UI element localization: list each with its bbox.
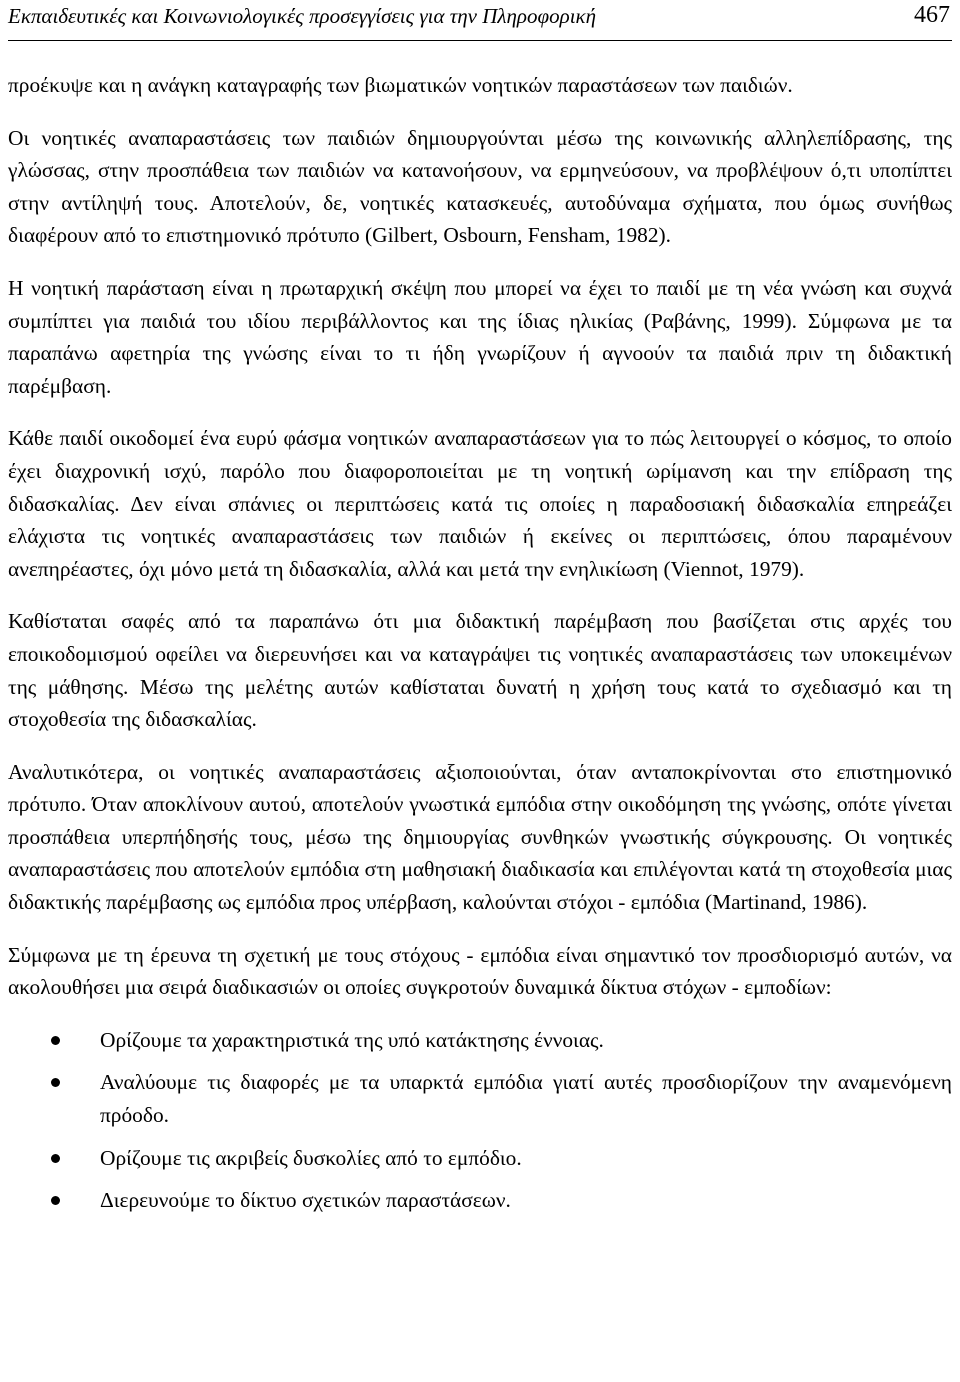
bullet-icon: [51, 1078, 60, 1087]
bullet-icon: [51, 1154, 60, 1163]
list-item-text: Ορίζουμε τα χαρακτηριστικά της υπό κατάκτησης έννοιας.: [100, 1027, 604, 1052]
bullet-icon: [51, 1036, 60, 1045]
list-item-text: Αναλύουμε τις διαφορές με τα υπαρκτά εμπόδια γιατί αυτές προσδιορίζουν την αναμενόμενη πρόοδο.: [100, 1070, 952, 1128]
document-page: [8, 0, 952, 1227]
paragraph: Κάθε παιδί οικοδομεί ένα ευρύ φάσμα νοητικών αναπαραστάσεων για το πώς λειτουργεί ο κόσμος, το οποίο έχει διαχρονική ισχύ, παρόλο που διαφοροποιείται με τη νοητική ωρίμανση και την επίδραση της διδασκαλίας. Δεν είναι σπάνιες οι περιπτώσεις κατά τις οποίες η παραδοσιακή διδασκαλία επηρεάζει ελάχιστα τις νοητικές αναπαραστάσεις των παιδιών ή εκείνες οι περιπτώσεις, όπου παραμένουν ανεπηρέαστες, όχι μόνο μετά τη διδασκαλία, αλλά και μετά την ενηλικίωση (Viennot, 1979).: [8, 426, 952, 581]
paragraph: Οι νοητικές αναπαραστάσεις των παιδιών δημιουργούνται μέσω της κοινωνικής αλληλεπίδρασης, της γλώσσας, στην προσπάθεια των παιδιών να κατανοήσουν, να ερμηνεύσουν, να προβλέψουν ό,τι υποπίπτει στην αντίληψή τους. Αποτελούν, δε, νοητικές κατασκευές, αυτοδύναμα σχήματα, που όμως συνήθως διαφέρουν από το επιστημονικό πρότυπο (Gilbert, Osbourn, Fensham, 1982).: [8, 125, 952, 248]
paragraph: προέκυψε και η ανάγκη καταγραφής των βιωματικών νοητικών παραστάσεων των παιδιών.: [8, 73, 793, 97]
paragraph: Αναλυτικότερα, οι νοητικές αναπαραστάσεις αξιοποιούνται, όταν ανταποκρίνονται στο επιστημονικό πρότυπο. Όταν αποκλίνουν αυτού, αποτελούν γνωστικά εμπόδια στην οικοδόμηση της γνώσης, οπότε γίνεται προσπάθεια υπερπήδησής τους, μέσω της δημιουργίας συνθηκών γνωστικής σύγκρουσης. Οι νοητικές αναπαραστάσεις που αποτελούν εμπόδια στη μαθησιακή διαδικασία και επιλέγονται κατά τη στοχοθεσία μιας διδακτικής παρέμβασης ως εμπόδια προς υπέρβαση, καλούνται στόχοι - εμπόδια (Martinand, 1986).: [8, 759, 952, 915]
running-header: [8, 0, 952, 41]
paragraph: Καθίσταται σαφές από τα παραπάνω ότι μια διδακτική παρέμβαση που βασίζεται στις αρχές του εποικοδομισμού οφείλει να διερευνήσει και να καταγράψει τις νοητικές αναπαραστάσεις των υποκειμένων της μάθησης. Μέσω της μελέτης αυτών καθίσταται δυνατή η χρήση τους κατά το σχεδιασμό και τη στοχοθεσία της διδασκαλίας.: [8, 609, 952, 732]
list-item: [8, 1142, 952, 1175]
paragraph: Η νοητική παράσταση είναι η πρωταρχική σκέψη που μπορεί να έχει το παιδί με τη νέα γνώση και συχνά συμπίπτει για παιδιά του ιδίου περιβάλλοντος και της ίδιας ηλικίας (Ραβάνης, 1999). Σύμφωνα με τα παραπάνω αφετηρία της γνώσης είναι το τι ήδη γνωρίζουν ή αγνοούν τα παιδιά πριν τη διδακτική παρέμβαση.: [8, 275, 952, 398]
bullet-list: [8, 1024, 952, 1217]
list-item-text: Διερευνούμε το δίκτυο σχετικών παραστάσεων.: [100, 1188, 511, 1213]
list-item: [8, 1184, 952, 1217]
body-text: [8, 69, 952, 1217]
header-title: Εκπαιδευτικές και Κοινωνιολογικές προσεγγίσεις για την Πληροφορική: [8, 4, 597, 28]
paragraph: Σύμφωνα με τη έρευνα τη σχετική με τους στόχους - εμπόδια είναι σημαντικό τον προσδιορισμό αυτών, να ακολουθήσει μια σειρά διαδικασιών οι οποίες συγκροτούν δυναμικά δίκτυα στόχων - εμποδίων:: [8, 942, 952, 1000]
list-item: [8, 1024, 952, 1057]
list-item: [8, 1066, 952, 1131]
bullet-icon: [51, 1196, 60, 1205]
page-number: 467: [914, 2, 950, 28]
list-item-text: Ορίζουμε τις ακριβείς δυσκολίες από το εμπόδιο.: [100, 1145, 522, 1170]
